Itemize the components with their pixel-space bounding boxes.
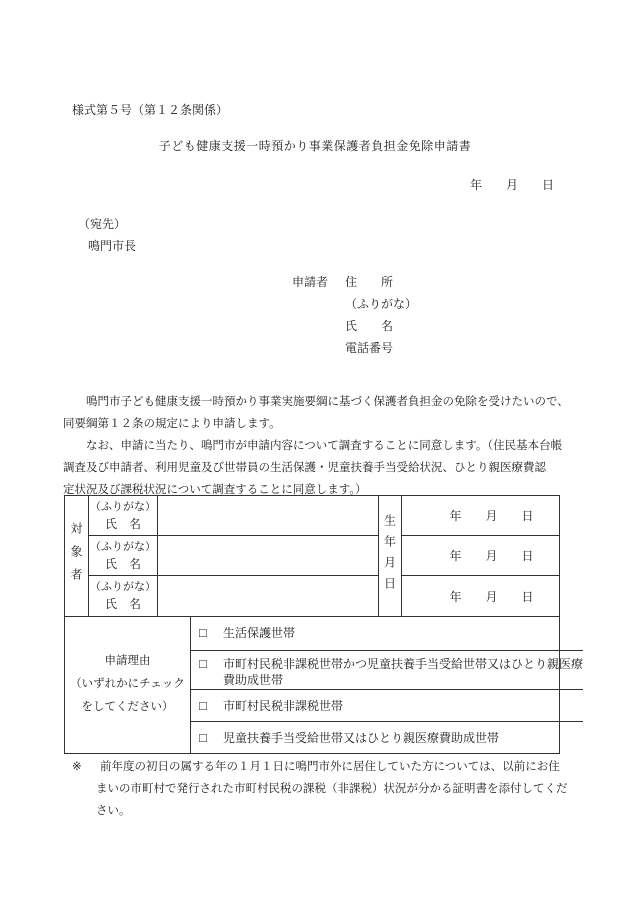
- subject-name-field: [158, 536, 379, 576]
- form-number: 様式第５号（第１２条関係）: [72, 103, 229, 117]
- body-line: 同要綱第１２条の規定により申請します。: [63, 418, 281, 430]
- subject-name-field: [158, 496, 379, 536]
- note-text: 前年度の初日の属する年の１月１日に鳴門市外に居住していた方については、以前にお住: [100, 761, 560, 773]
- reason-table: [64, 616, 584, 754]
- reason-label-cell: 申請理由 （いずれかにチェック をしてください）: [65, 616, 191, 753]
- applicant-furigana-label: （ふりがな）: [345, 297, 418, 311]
- checkbox-icon: □: [199, 729, 207, 745]
- footnote: [72, 756, 568, 822]
- body-line: 調査及び申請者、利用児童及び世帯員の生活保護・児童扶養手当受給状況、ひとり親医療費認: [63, 462, 546, 474]
- applicant-block: [292, 271, 417, 359]
- subject-birthdate-field: 年 月 日: [402, 536, 559, 576]
- addressee-name: 鳴門市長: [88, 239, 137, 253]
- reason-option: □ 児童扶養手当受給世帯又はひとり親医療費助成世帯: [199, 729, 500, 745]
- reason-option: □ 生活保護世帯: [191, 616, 583, 651]
- reason-option: □ 市町村民税非課税世帯: [191, 690, 583, 722]
- applicant-address-label: 住 所: [345, 275, 394, 289]
- birthdate-column-label: 生年月日: [378, 496, 402, 616]
- checkbox-icon: □: [199, 697, 207, 713]
- subject-label-cell: （ふりがな） 氏 名: [89, 536, 158, 576]
- subject-birthdate-field: 年 月 日: [402, 496, 559, 536]
- subject-name-field: [158, 576, 379, 616]
- subjects-table: [64, 495, 560, 617]
- body-line: なお、申請に当たり、鳴門市が申請内容について調査することに同意します。（住民基本台帳: [63, 440, 563, 452]
- applicant-label: 申請者: [292, 275, 329, 289]
- addressee-label: （宛先）: [78, 217, 127, 231]
- applicant-phone-label: 電話番号: [345, 341, 394, 355]
- reason-option: □ 市町村民税非課税世帯かつ児童扶養手当受給世帯又はひとり親医療 費助成世帯: [191, 651, 583, 690]
- body-paragraphs: [63, 391, 569, 501]
- subject-birthdate-field: 年 月 日: [449, 589, 534, 604]
- note-marker: ※: [72, 761, 82, 773]
- subjects-group-label: 対象者: [65, 496, 89, 616]
- applicant-name-label: 氏 名: [345, 319, 394, 333]
- subject-label-cell: （ふりがな） 氏 名: [89, 576, 158, 616]
- date-line: 年 月 日: [469, 178, 554, 192]
- checkbox-icon: □: [199, 625, 207, 640]
- note-text: さい。: [96, 805, 131, 817]
- body-line: 定状況及び課税状況について調査することに同意します。）: [63, 484, 367, 496]
- page-title: 子ども健康支援一時預かり事業保護者負担金免除申請書: [158, 139, 472, 153]
- checkbox-icon: □: [199, 656, 207, 671]
- note-text: まいの市町村で発行された市町村民税の課税（非課税）状況が分かる証明書を添付してくだ: [96, 783, 568, 795]
- body-line: 鳴門市子ども健康支援一時預かり事業実施要綱に基づく保護者負担金の免除を受けたいので、: [63, 396, 569, 408]
- subject-label-cell: （ふりがな） 氏 名: [89, 496, 158, 536]
